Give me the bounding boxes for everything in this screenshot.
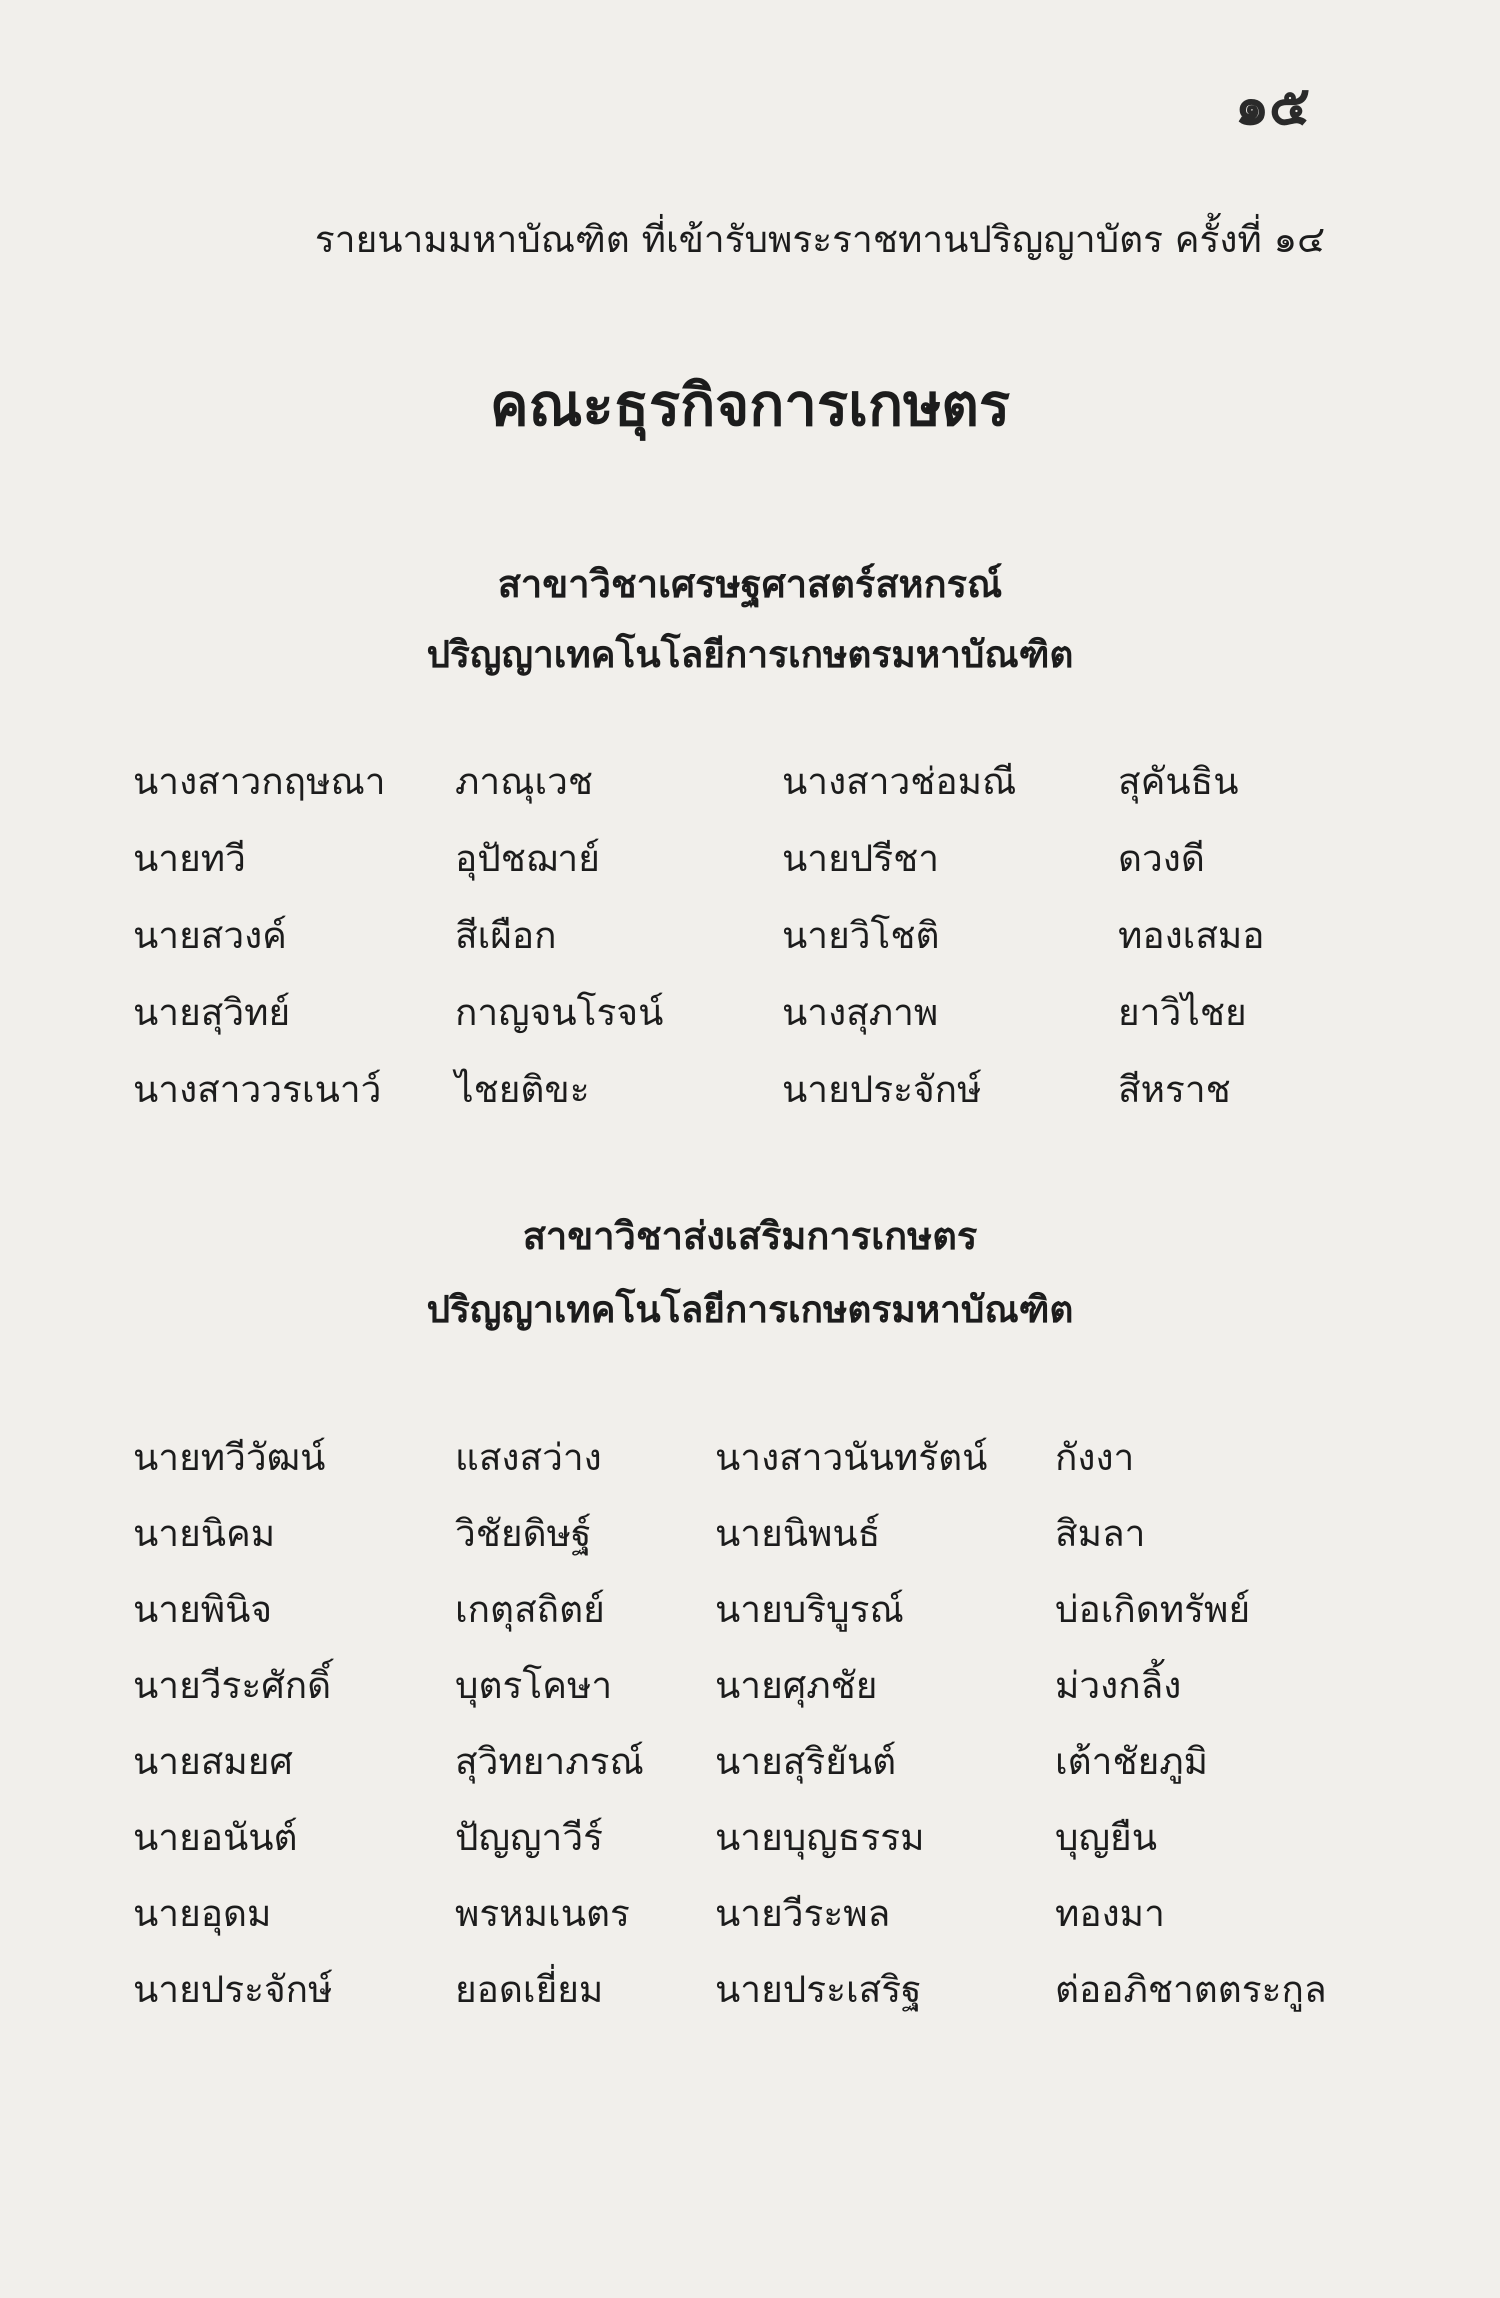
surname-cell: บุญยืน	[1055, 1816, 1157, 1859]
surname-cell: บุตรโคษา	[455, 1664, 613, 1707]
table-row	[0, 829, 1500, 889]
name-cell: นางสาววรเนาว์	[133, 1068, 382, 1111]
surname-cell: ทองมา	[1055, 1892, 1165, 1935]
name-cell: นายบริบูรณ์	[715, 1588, 904, 1631]
name-cell: นายสวงค์	[133, 914, 287, 957]
surname-cell: ปัญญาวีร์	[455, 1816, 603, 1859]
table-row	[0, 1060, 1500, 1120]
surname-cell: ต่ออภิชาตตระกูล	[1055, 1968, 1327, 2011]
name-cell: นางสาวนันทรัตน์	[715, 1436, 988, 1479]
surname-cell: เต้าชัยภูมิ	[1055, 1740, 1209, 1783]
name-cell: นายนิคม	[133, 1512, 276, 1555]
table-row	[0, 983, 1500, 1043]
table-row	[0, 1656, 1500, 1716]
name-cell: นายนิพนธ์	[715, 1512, 881, 1555]
name-cell: นายสมยศ	[133, 1740, 293, 1783]
surname-cell: สีหราช	[1118, 1068, 1231, 1111]
surname-cell: อุปัชฌาย์	[455, 837, 600, 880]
name-cell: นายอนันต์	[133, 1816, 298, 1859]
name-cell: นายทวีวัฒน์	[133, 1436, 326, 1479]
table-row	[0, 1884, 1500, 1944]
table-row	[0, 1808, 1500, 1868]
table-row	[0, 1504, 1500, 1564]
faculty-title: คณะธุรกิจการเกษตร	[489, 371, 1011, 439]
name-cell: นายทวี	[133, 837, 246, 880]
surname-cell: ไชยติขะ	[455, 1068, 590, 1111]
name-cell: นายวิโชติ	[782, 914, 940, 957]
major-title: สาขาวิชาเศรษฐศาสตร์สหกรณ์	[497, 562, 1003, 606]
surname-cell: สุวิทยาภรณ์	[455, 1740, 644, 1783]
table-row	[0, 1732, 1500, 1792]
name-cell: นายศุภชัย	[715, 1664, 878, 1707]
name-cell: นางสาวช่อมณี	[782, 760, 1017, 803]
surname-cell: ดวงดี	[1118, 837, 1205, 880]
surname-cell: สีเผือก	[455, 914, 557, 957]
name-cell: นายประจักษ์	[782, 1068, 982, 1111]
name-cell: นางสุภาพ	[782, 991, 939, 1034]
surname-cell: กังงา	[1055, 1436, 1135, 1479]
table-row	[0, 752, 1500, 812]
name-cell: นายประจักษ์	[133, 1968, 333, 2011]
surname-cell: ยาวิไชย	[1118, 991, 1247, 1034]
table-row	[0, 1428, 1500, 1488]
surname-cell: ยอดเยี่ยม	[455, 1968, 604, 2011]
name-cell: นายวีระศักดิ์	[133, 1664, 332, 1707]
table-row	[0, 1960, 1500, 2020]
name-cell: นายสุริยันต์	[715, 1740, 897, 1783]
degree-title: ปริญญาเทคโนโลยีการเกษตรมหาบัณฑิต	[426, 1288, 1074, 1331]
surname-cell: ภาณุเวช	[455, 760, 594, 803]
name-cell: นายประเสริฐ	[715, 1968, 922, 2011]
surname-cell: บ่อเกิดทรัพย์	[1055, 1588, 1251, 1631]
name-cell: นายสุวิทย์	[133, 991, 291, 1034]
surname-cell: พรหมเนตร	[455, 1892, 630, 1935]
surname-cell: ทองเสมอ	[1118, 914, 1265, 957]
name-cell: นายวีระพล	[715, 1892, 891, 1935]
degree-title: ปริญญาเทคโนโลยีการเกษตรมหาบัณฑิต	[426, 633, 1074, 676]
surname-cell: สุคันธิน	[1118, 760, 1239, 803]
name-cell: นายปรีชา	[782, 837, 939, 880]
surname-cell: กาญจนโรจน์	[455, 991, 664, 1034]
table-row	[0, 906, 1500, 966]
name-cell: นายบุญธรรม	[715, 1816, 925, 1859]
surname-cell: สิมลา	[1055, 1512, 1146, 1555]
name-cell: นายอุดม	[133, 1892, 272, 1935]
intro-line: รายนามมหาบัณฑิต ที่เข้ารับพระราชทานปริญญาบัตร ครั้งที่ ๑๔	[314, 218, 1326, 261]
surname-cell: เกตุสถิตย์	[455, 1588, 605, 1631]
major-title: สาขาวิชาส่งเสริมการเกษตร	[522, 1214, 978, 1258]
surname-cell: วิชัยดิษฐ์	[455, 1512, 592, 1555]
page-number: ๑๕	[1234, 73, 1310, 137]
surname-cell: แสงสว่าง	[455, 1436, 602, 1479]
name-cell: นายพินิจ	[133, 1588, 273, 1631]
table-row	[0, 1580, 1500, 1640]
name-cell: นางสาวกฤษณา	[133, 760, 386, 803]
surname-cell: ม่วงกลิ้ง	[1055, 1664, 1182, 1707]
